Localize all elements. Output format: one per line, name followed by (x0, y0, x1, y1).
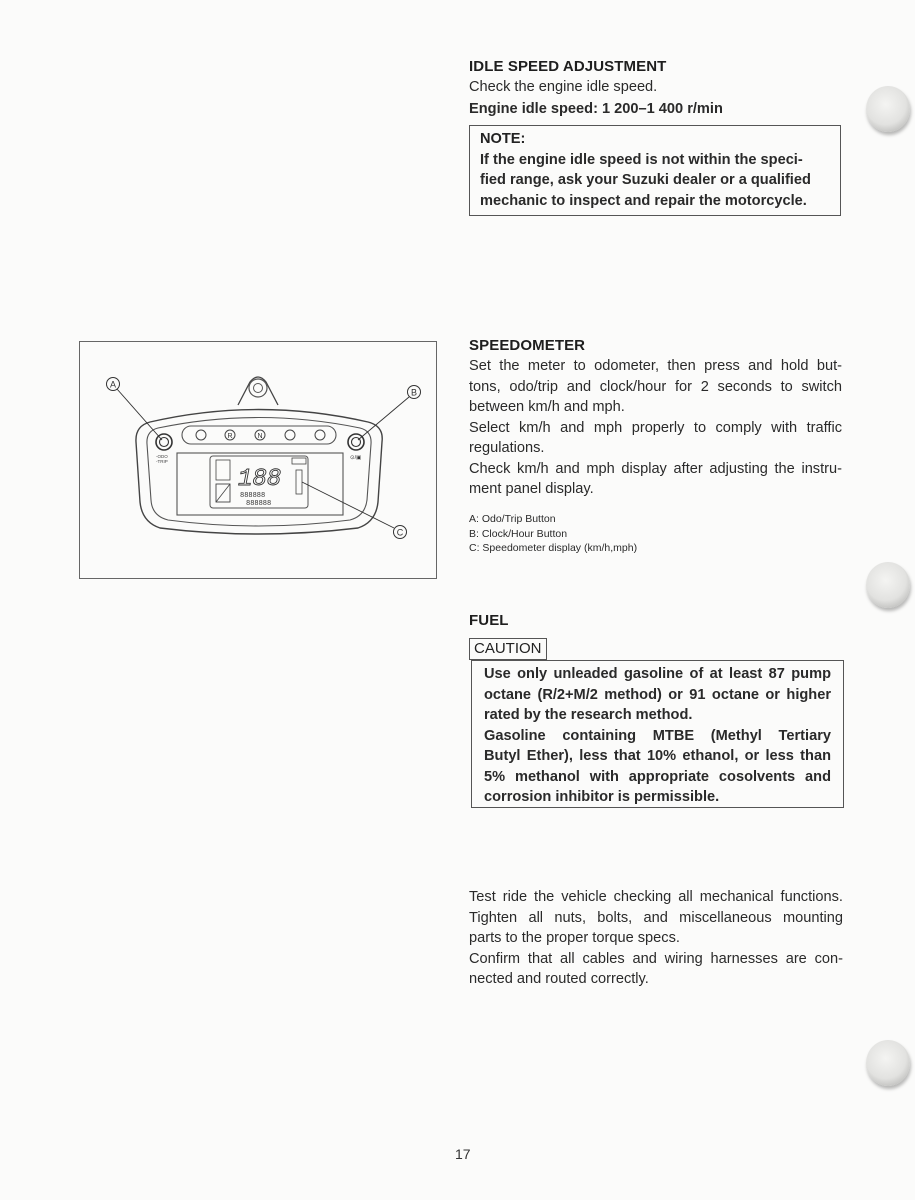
binder-hole (866, 562, 910, 608)
svg-text:888888: 888888 (240, 492, 266, 500)
final-checks-body (469, 887, 843, 990)
note-line: If the engine idle speed is not within the speci- (480, 151, 803, 168)
binder-hole (866, 1040, 910, 1086)
idle-speed-instruction: Check the engine idle speed. (469, 79, 658, 95)
caution-line: corrosion inhibitor is permissible. (484, 789, 720, 805)
speedometer-line: regulations. (469, 440, 545, 456)
final-checks-line: Test ride the vehicle checking all mechanical functions. (469, 889, 843, 905)
caution-line: Use only unleaded gasoline of at least 87 pump (484, 666, 831, 682)
legend-item-b: B: Clock/Hour Button (469, 527, 568, 540)
final-checks-line: parts to the proper torque specs. (469, 930, 680, 946)
page-number: 17 (455, 1146, 471, 1162)
speedometer-line: ment panel display. (469, 481, 594, 497)
note-line: mechanic to inspect and repair the motorcycle. (480, 192, 807, 209)
note-line: fied range, ask your Suzuki dealer or a qualified (480, 172, 811, 188)
caution-line: Gasoline containing MTBE (Methyl Tertiary (484, 727, 831, 744)
caution-line: rated by the research method. (484, 707, 693, 723)
speedometer-body (469, 356, 842, 500)
svg-text:888888: 888888 (246, 500, 272, 508)
speedometer-line: Select km/h and mph properly to comply with traffic (469, 419, 842, 436)
note-box (469, 125, 841, 216)
final-checks-line: nected and routed correctly. (469, 971, 649, 987)
final-checks-line: Confirm that all cables and wiring harnesses are con- (469, 950, 843, 967)
speedometer-heading: SPEEDOMETER (469, 337, 586, 354)
svg-text:C: C (396, 527, 404, 538)
svg-text:188: 188 (238, 466, 282, 493)
speedometer-line: Check km/h and mph display after adjusting the instru- (469, 460, 842, 477)
caution-line: 5% methanol with appropriate cosolvents and (484, 768, 831, 785)
svg-text:A: A (109, 379, 117, 390)
svg-text:⊙/▣: ⊙/▣ (350, 455, 362, 461)
svg-text:-TRIP: -TRIP (156, 459, 168, 464)
speedometer-figure (79, 341, 437, 579)
note-label: NOTE: (480, 131, 526, 147)
speedometer-line: Set the meter to odometer, then press and hold but- (469, 358, 842, 374)
speedometer-line: tons, odo/trip and clock/hour for 2 seconds to switch (469, 378, 842, 395)
caution-line: Butyl Ether), less that 10% ethanol, or less than (484, 748, 831, 764)
svg-text:-ODO: -ODO (156, 454, 168, 459)
caution-line: octane (R/2+M/2 method) or 91 octane or higher (484, 686, 831, 703)
binder-hole (866, 86, 910, 132)
speedometer-line: between km/h and mph. (469, 399, 625, 415)
svg-text:R: R (227, 433, 233, 440)
legend-item-c: C: Speedometer display (km/h,mph) (469, 542, 638, 554)
svg-text:B: B (410, 387, 418, 398)
speedometer-legend (469, 512, 637, 556)
fuel-heading: FUEL (469, 612, 509, 629)
instrument-panel-illustration (80, 342, 436, 578)
caution-box (471, 660, 844, 808)
svg-text:N: N (257, 433, 263, 440)
caution-label: CAUTION (469, 638, 547, 660)
final-checks-line: Tighten all nuts, bolts, and miscellaneous mounting (469, 909, 843, 926)
legend-item-a: A: Odo/Trip Button (469, 513, 556, 525)
idle-speed-spec: Engine idle speed: 1 200–1 400 r/min (469, 101, 723, 117)
idle-speed-heading: IDLE SPEED ADJUSTMENT (469, 58, 667, 75)
